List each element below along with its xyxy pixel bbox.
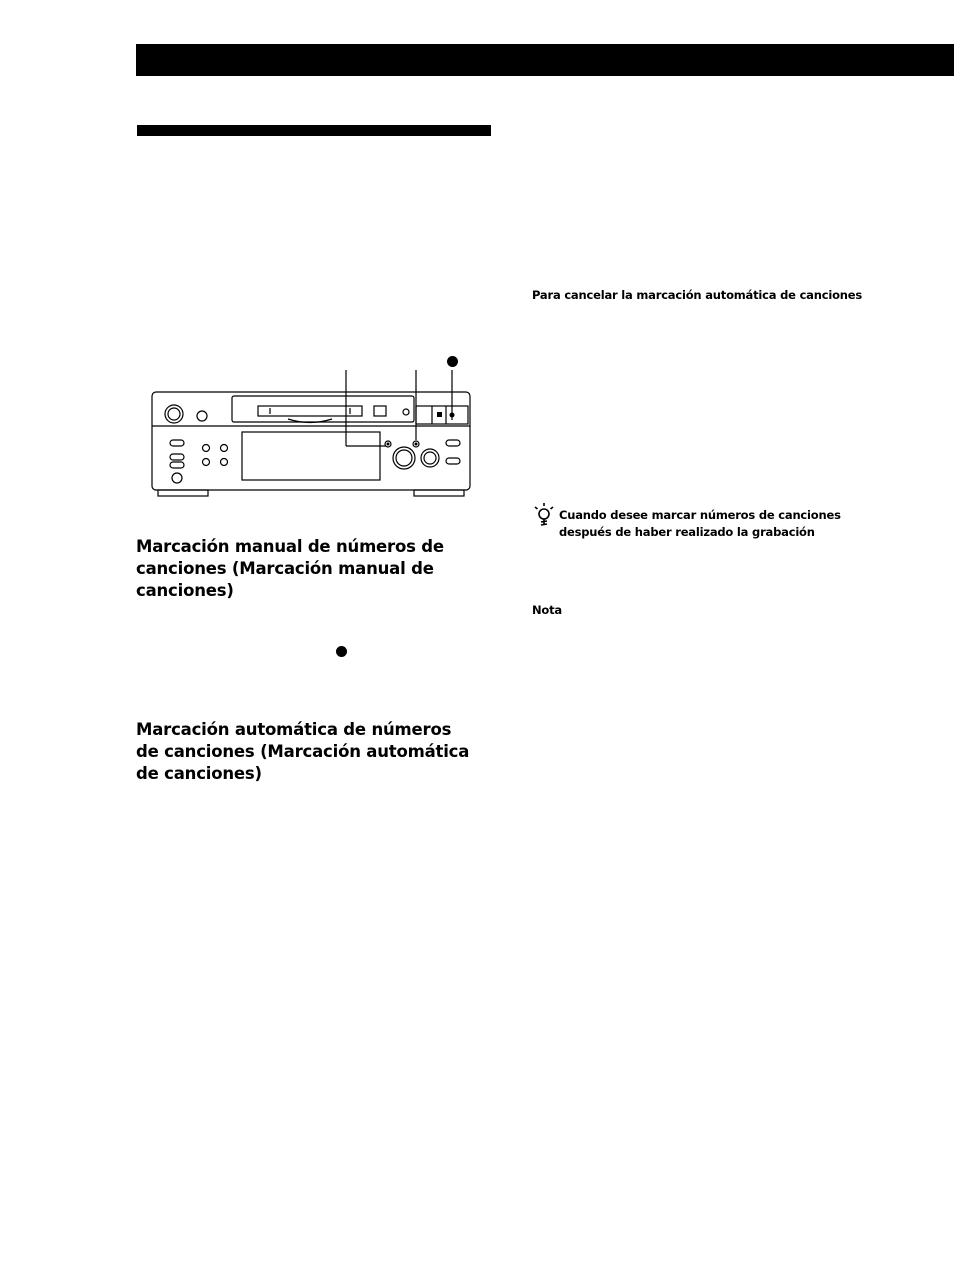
record-dot-icon [447, 356, 458, 367]
note-label: Nota [532, 603, 562, 617]
heading-manual-marking: Marcación manual de números de canciones (Marcación manual de canciones) [136, 537, 444, 600]
lightbulb-hint-icon [533, 502, 555, 528]
record-dot-icon [336, 646, 347, 657]
cancel-auto-label: Para cancelar la marcación automática de canciones [532, 288, 863, 302]
md-deck-illustration [148, 362, 474, 502]
heading-auto-marking: Marcación automática de números de canciones (Marcación automática de canciones) [136, 720, 470, 783]
md-deck-drawing [148, 362, 474, 502]
section-rule [137, 125, 491, 136]
hint-label: Cuando desee marcar números de canciones después de haber realizado la grabación [559, 508, 841, 539]
header-bar [136, 44, 954, 76]
